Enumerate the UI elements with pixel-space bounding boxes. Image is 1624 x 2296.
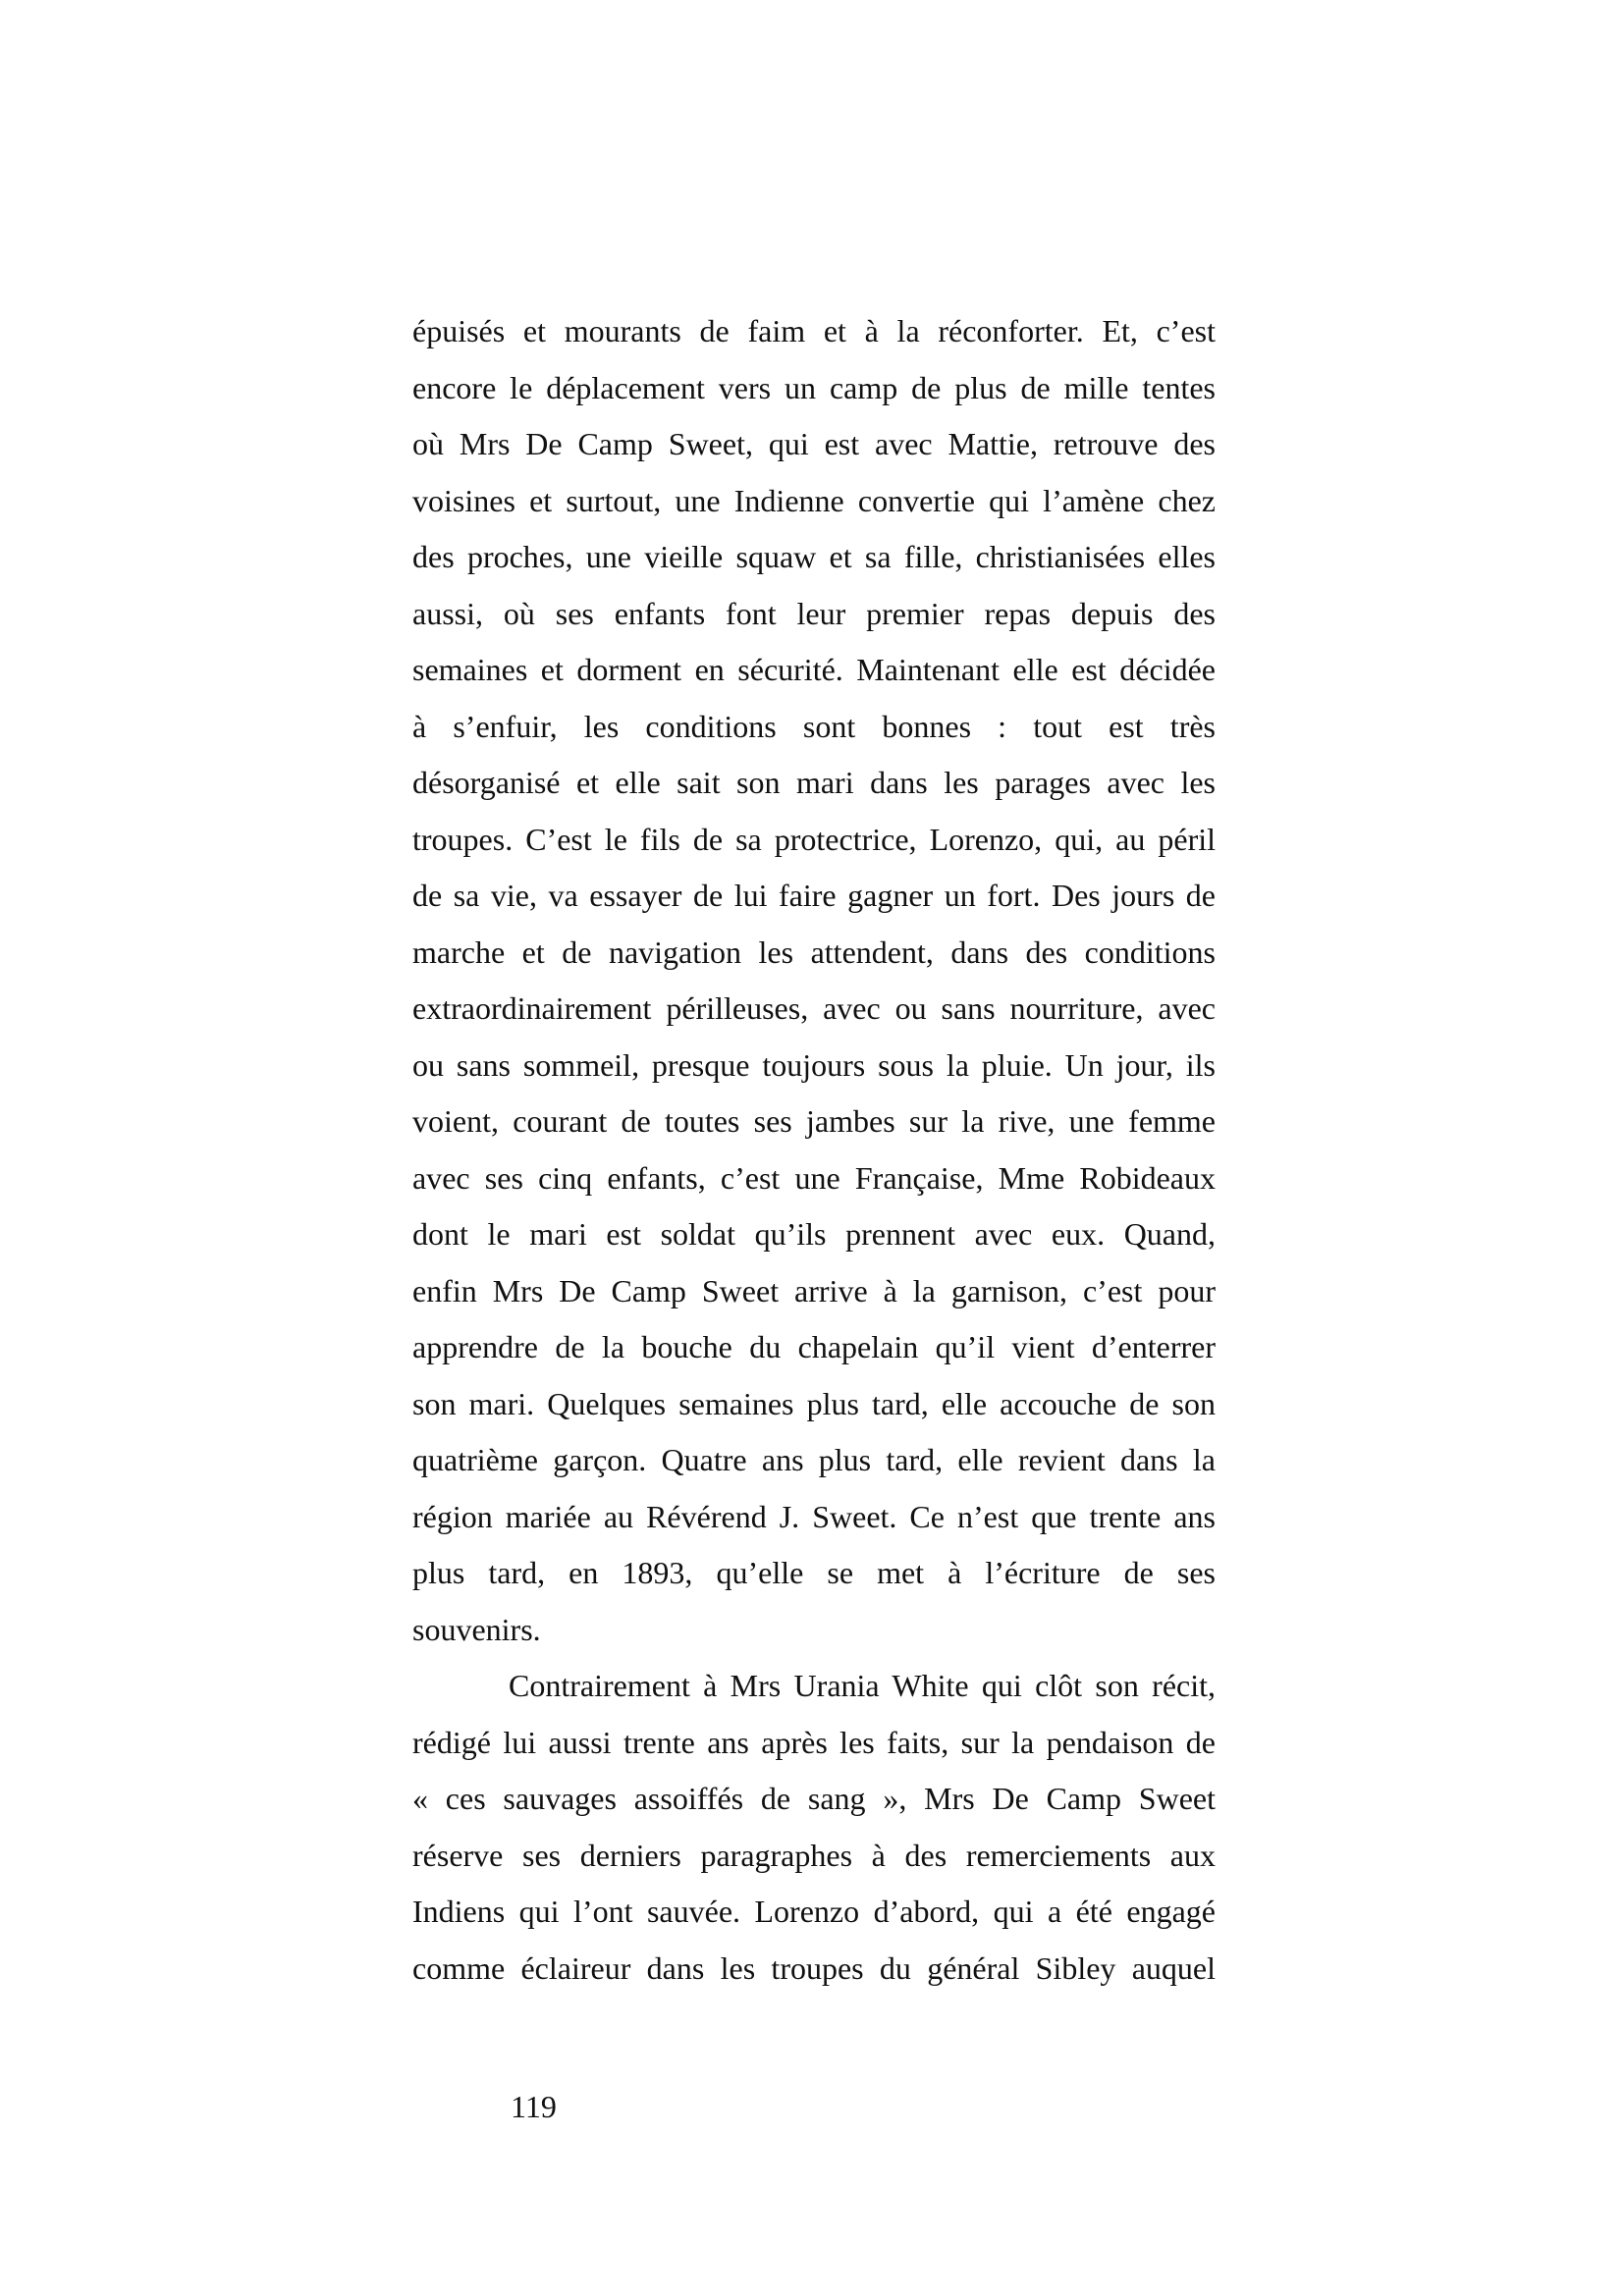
text-line: épuisés et mourants de faim et à la réconforter. Et, c’est — [412, 313, 1216, 348]
text-line: voient, courant de toutes ses jambes sur la rive, une femme — [412, 1103, 1216, 1139]
text-line: semaines et dorment en sécurité. Maintenant elle est décidée — [412, 652, 1216, 687]
text-line: souvenirs. — [412, 1611, 541, 1647]
text-line: voisines et surtout, une Indienne convertie qui l’amène chez — [412, 482, 1216, 518]
text-line: Indiens qui l’ont sauvée. Lorenzo d’abord, qui a été engagé — [412, 1894, 1216, 1929]
text-line: de sa vie, va essayer de lui faire gagner un fort. Des jours de — [412, 878, 1216, 913]
paragraph-2 — [412, 1664, 1216, 2002]
text-line: marche et de navigation les attendent, dans des conditions — [412, 934, 1216, 970]
text-line: réserve ses derniers paragraphes à des remerciements aux — [412, 1837, 1216, 1873]
text-line: des proches, une vieille squaw et sa fille, christianisées elles — [412, 539, 1216, 574]
text-line: ou sans sommeil, presque toujours sous la pluie. Un jour, ils — [412, 1046, 1216, 1083]
text-line: avec ses cinq enfants, c’est une Française, Mme Robideaux — [412, 1159, 1216, 1196]
text-line: son mari. Quelques semaines plus tard, elle accouche de son — [412, 1385, 1216, 1421]
text-line: à s’enfuir, les conditions sont bonnes : tout est très — [412, 708, 1216, 744]
text-line: plus tard, en 1893, qu’elle se met à l’écriture de ses — [412, 1555, 1216, 1590]
text-line: enfin Mrs De Camp Sweet arrive à la garnison, c’est pour — [412, 1272, 1216, 1308]
text-line: encore le déplacement vers un camp de plus de mille tentes — [412, 369, 1216, 405]
text-line: comme éclaireur dans les troupes du général Sibley auquel — [412, 1949, 1216, 1986]
text-line: Contrairement à Mrs Urania White qui clôt son récit, — [509, 1668, 1216, 1703]
text-line: désorganisé et elle sait son mari dans les parages avec les — [412, 765, 1216, 800]
text-line: aussi, où ses enfants font leur premier repas depuis des — [412, 595, 1216, 631]
text-line: quatrième garçon. Quatre ans plus tard, elle revient dans la — [412, 1442, 1216, 1477]
page-number: 119 — [511, 2089, 557, 2124]
text-line: région mariée au Révérend J. Sweet. Ce n’est que trente ans — [412, 1498, 1216, 1534]
text-line: où Mrs De Camp Sweet, qui est avec Mattie, retrouve des — [412, 426, 1216, 461]
text-line: extraordinairement périlleuses, avec ou sans nourriture, avec — [412, 990, 1216, 1026]
text-line: dont le mari est soldat qu’ils prennent avec eux. Quand, — [412, 1216, 1216, 1252]
paragraph-1 — [412, 309, 1216, 1664]
text-line: apprendre de la bouche du chapelain qu’il vient d’enterrer — [412, 1329, 1216, 1364]
body-text — [412, 309, 1216, 2002]
text-line: « ces sauvages assoiffés de sang », Mrs De Camp Sweet — [412, 1781, 1216, 1816]
text-line: troupes. C’est le fils de sa protectrice, Lorenzo, qui, au péril — [412, 821, 1216, 857]
text-line: rédigé lui aussi trente ans après les faits, sur la pendaison de — [412, 1724, 1216, 1760]
